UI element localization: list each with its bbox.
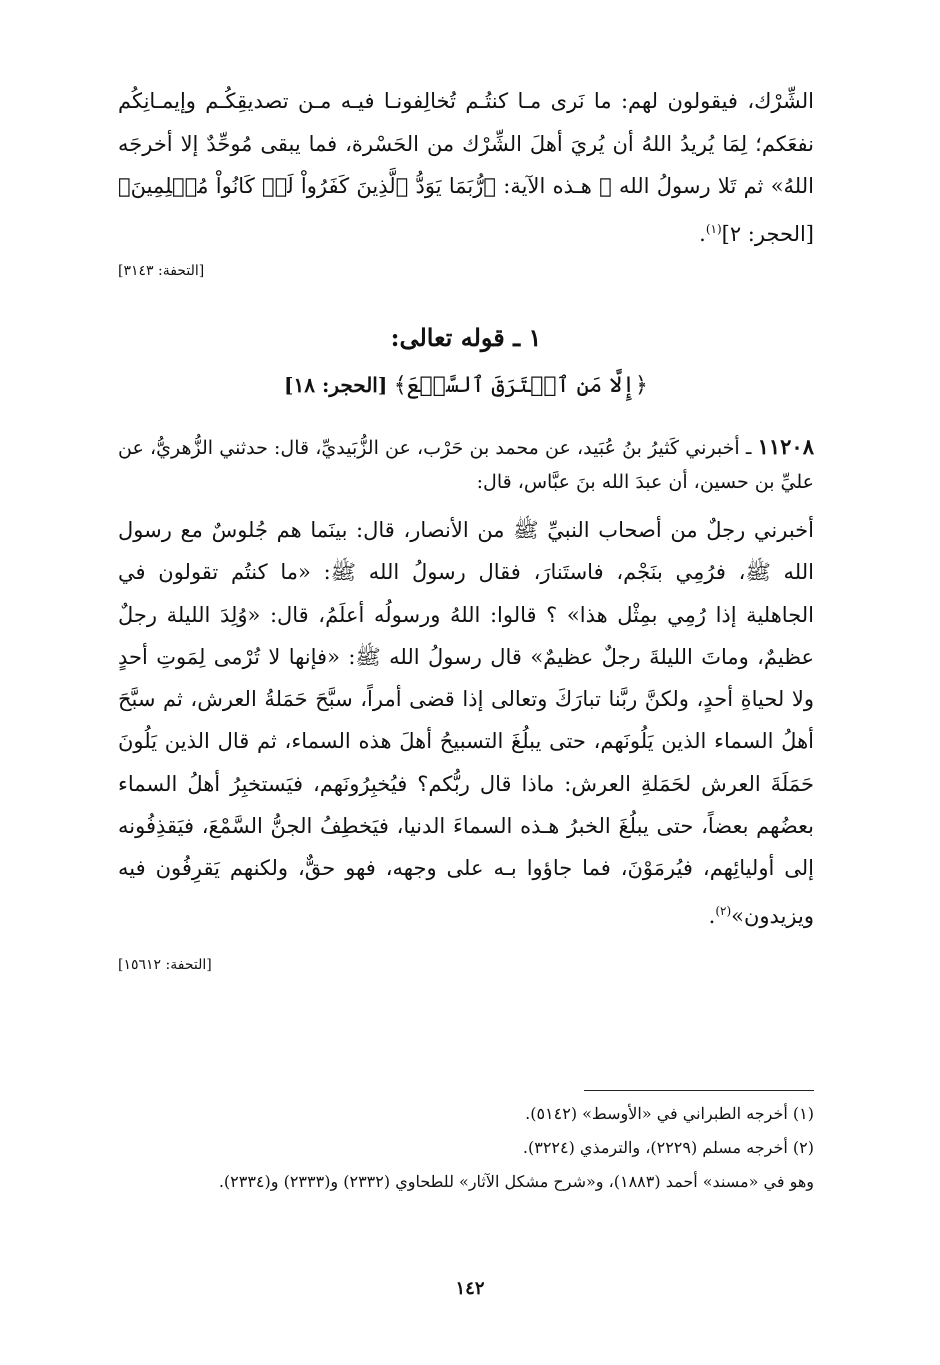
hadith-number: ١١٢٠٨ [757,434,814,459]
quran-verse: ﴿إِلَّا مَنِ ٱسۡتَرَقَ ٱلسَّمۡعَ﴾ [393,373,648,398]
opening-end: . [699,221,706,246]
chapter-verse [118,369,814,402]
tuhfa-reference-1: [التحفة: ٣١٤٣] [118,263,205,279]
footnote-1: (١) أخرجه الطبراني في «الأوسط» (٥١٤٢). [525,1104,814,1123]
footnotes [118,1090,814,1199]
opening-text: الشِّرْك، فيقولون لهم: ما نَرى مـا كنتُـم تُخالِفونـا فيـه مـن تصديقِكُـم وإيمـانِكُم نفعَكم؛ لِمَا يُريدُ اللهُ أن يُريَ أهلَ الشِّرْك من الحَسْرة، فما يبقى مُوحِّدٌ إلا أخرجَه اللهُ» ثم تَلا رسولُ الله ﷺ هـذه الآية: ﴿رُّبَمَا يَوَدُّ ٱلَّذِينَ كَفَرُواْ لَوۡ كَانُواْ مُسۡلِمِينَ﴾ [الحجر: ٢] [118,89,814,246]
tuhfa-reference-2: [التحفة: ١٥٦١٢] [118,956,212,973]
footnote-divider [584,1090,814,1091]
footnote-3: وهو في «مسند» أحمد (١٨٨٣)، و«شرح مشكل الآثار» للطحاوي (٢٣٣٢) و(٢٣٣٣) و(٢٣٣٤). [218,1172,814,1191]
matn-end: . [708,903,716,928]
chapter-title: ١ ـ قوله تعالى: [390,323,542,352]
page-body [118,80,814,973]
hadith-isnad [118,430,814,499]
verse-reference: [الحجر: ١٨] [284,373,388,397]
isnad-text: ـ أخبرني كَثيرُ بنُ عُبَيد، عن محمد بن حَرْب، عن الزُّبَيديِّ، قال: حدثني الزُّهريُّ، عن عليِّ بن حسين، أن عبدَ الله بنَ عبَّاس، قال: [118,437,814,493]
footnote-2: (٢) أخرجه مسلم (٢٢٢٩)، والترمذي (٣٢٢٤). [522,1138,814,1157]
opening-paragraph [118,80,814,255]
footnote-marker-2: (٢) [715,903,732,918]
footnote-marker-1: (١) [705,221,722,236]
matn-text: أخبرني رجلٌ من أصحاب النبيِّ ﷺ من الأنصار، قال: بينَما هم جُلوسٌ مع رسول الله ﷺ، فرُمِي بنَجْم، فاستَنارَ، فقال رسولُ الله ﷺ: «ما كنتُم تقولون في الجاهلية إذا رُمِي بمِثْل هذا» ؟ قالوا: اللهُ ورسولُه أعلَمُ، قال: «وُلِدَ الليلة رجلٌ عظيمٌ، وماتَ الليلةَ رجلٌ عظيمٌ» قال رسولُ الله ﷺ: «فإنها لا تُرْمى لِمَوتِ أحدٍ ولا لحياةِ أحدٍ، ولكنَّ ربَّنا تبارَكَ وتعالى إذا قضى أمراً، سبَّحَ حَمَلةُ العرش، ثم سبَّحَ أهلُ السماء الذين يَلُونَهم، حتى يبلُغَ التسبيحُ أهلَ هذه السماء، ثم قال الذين يَلُونَ حَمَلَةَ العرش لحَمَلةِ العرش: ماذا قال ربُّكم؟ فيُخبِرُونَهم، فيَستخبِرُ أهلُ السماء بعضُهم بعضاً، حتى يبلُغَ الخبرُ هـذه السماءَ الدنيا، فيَخطِفُ الجنُّ السَّمْعَ، فيَقذِفُونه إلى أوليائِهم، فيُرمَوْنَ، فما جاؤوا بـه على وجهه، فهو حقٌّ، ولكنهم يَقرِفُون فيه ويزيدون» [118,518,814,928]
hadith-matn [118,509,814,937]
page-number: ١٤٢ [455,1278,485,1299]
